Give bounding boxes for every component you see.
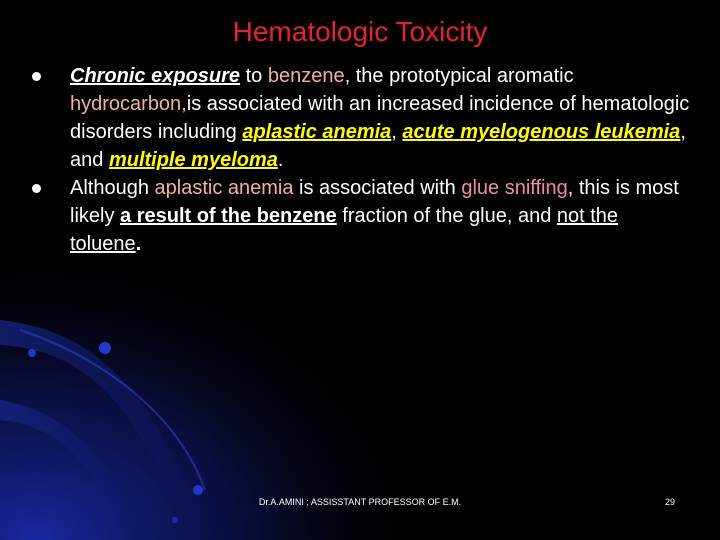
text-glue-sniffing: glue sniffing [461,177,568,199]
bullet-item-benzene-exposure [30,62,690,174]
text-not-the-toluene: not the toluene [70,205,619,255]
slide-number: 29 [664,497,675,507]
text-benzene: benzene [267,65,345,87]
text-result-of-benzene: a result of the benzene [120,205,337,227]
decor-dot-2 [28,349,36,357]
text-to: to [240,65,268,87]
text-although: Although [70,177,155,199]
text-hydrocarbon: hydrocarbon, [70,93,187,115]
text-period: . [277,149,284,171]
text-multiple-myeloma: multiple myeloma [108,149,278,171]
decor-dot-1 [99,342,111,354]
text-acute-myelogenous-leukemia: acute myelogenous leukemia [402,121,681,143]
text-final-period: . [135,233,142,255]
bullet-list [30,62,690,258]
bullet-item-glue-sniffing [30,174,690,258]
text-chronic-exposure: Chronic exposure [70,65,241,87]
slide-title: Hematologic Toxicity [232,16,488,47]
text-most-likely: , this is most likely [70,177,679,227]
bullet-icon [32,184,41,193]
text-aplastic-anemia: aplastic anemia [242,121,392,143]
text-prototypical-aromatic: , the prototypical aromatic [344,65,574,87]
text-comma: , [391,121,403,143]
text-associated-with: is associated with an increased incidence of hematologic disorders including [70,93,690,143]
footer-author: Dr.A.AMINI ; ASSISSTANT PROFESSOR OF E.M. [258,497,462,507]
text-fraction-of-glue: fraction of the glue, and [336,205,557,227]
decor-dot-4 [172,517,178,523]
text-aplastic-anemia-2: aplastic anemia [154,177,294,199]
decor-dot-3 [193,485,203,495]
bullet-icon [32,72,41,81]
text-and: , and [70,121,686,171]
text-is-associated-with: is associated with [293,177,462,199]
